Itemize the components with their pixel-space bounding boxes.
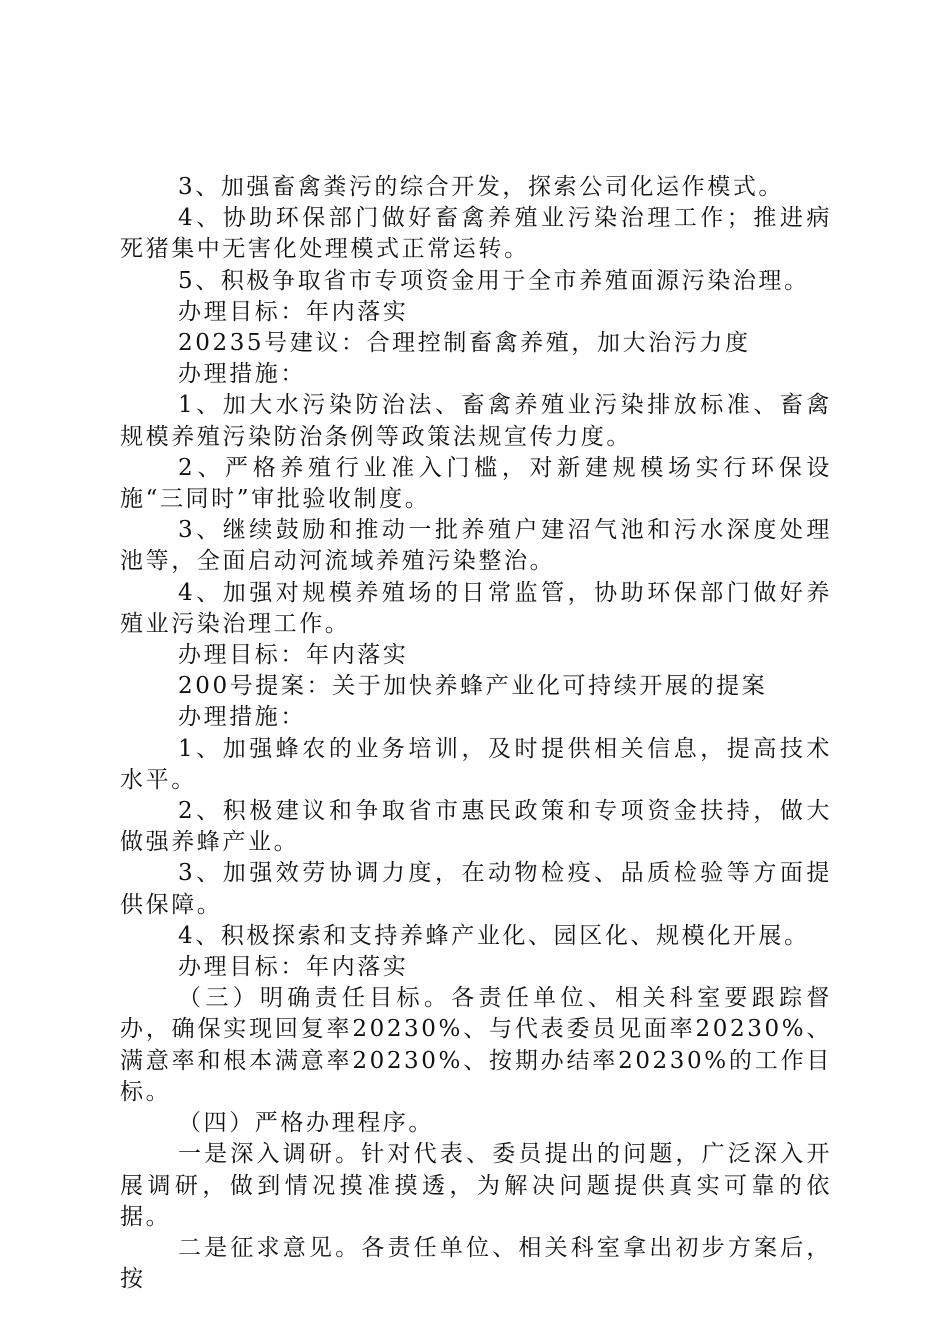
paragraph-14: 1、加强蜂农的业务培训，及时提供相关信息，提高技术水平。 xyxy=(120,735,832,793)
paragraph-1: 3、加强畜禽粪污的综合开发，探索公司化运作模式。 xyxy=(178,174,785,200)
paragraph-6: 办理措施： xyxy=(178,361,306,388)
paragraph-20: （四）严格办理程序。 xyxy=(178,1110,434,1137)
paragraph-22: 二是征求意见。各责任单位、相关科室拿出初步方案后，按 xyxy=(120,1234,832,1293)
paragraph-21: 一是深入调研。针对代表、委员提出的问题，广泛深入开展调研，做到情况摸准摸透，为解决问题提供真实可靠的依据。 xyxy=(120,1141,832,1230)
paragraph-5: 20235号建议：合理控制畜禽养殖，加大治污力度 xyxy=(178,330,751,357)
paragraph-2: 4、协助环保部门做好畜禽养殖业污染治理工作；推进病死猪集中无害化处理模式正常运转。 xyxy=(120,205,832,263)
paragraph-4: 办理目标：年内落实 xyxy=(178,298,409,325)
paragraph-3: 5、积极争取省市专项资金用于全市养殖面源污染治理。 xyxy=(178,267,810,294)
paragraph-15: 2、积极建议和争取省市惠民政策和专项资金扶持，做大做强养蜂产业。 xyxy=(120,798,832,856)
paragraph-12: 200号提案：关于加快养蜂产业化可持续开展的提案 xyxy=(178,673,768,700)
paragraph-10: 4、加强对规模养殖场的日常监管，协助环保部门做好养殖业污染治理工作。 xyxy=(120,579,832,637)
paragraph-8: 2、严格养殖行业准入门槛，对新建规模场实行环保设施“三同时”审批验收制度。 xyxy=(120,454,832,513)
paragraph-9: 3、继续鼓励和推动一批养殖户建沼气池和污水深度处理池等，全面启动河流域养殖污染整治。 xyxy=(120,517,832,575)
paragraph-16: 3、加强效劳协调力度，在动物检疫、品质检验等方面提供保障。 xyxy=(120,860,832,918)
paragraph-11: 办理目标：年内落实 xyxy=(178,642,409,669)
paragraph-17: 4、积极探索和支持养蜂产业化、园区化、规模化开展。 xyxy=(178,922,810,949)
paragraph-18: 办理目标：年内落实 xyxy=(178,954,409,981)
paragraph-7: 1、加大水污染防治法、畜禽养殖业污染排放标准、畜禽规模养殖污染防治条例等政策法规宣传力度。 xyxy=(120,392,832,450)
paragraph-13: 办理措施： xyxy=(178,704,306,731)
document-body xyxy=(120,172,832,1295)
paragraph-19: （三）明确责任目标。各责任单位、相关科室要跟踪督办，确保实现回复率20230%、与代表委员见面率20230%、满意率和根本满意率20230%、按期办结率20230%的工作目标。 xyxy=(120,985,832,1105)
